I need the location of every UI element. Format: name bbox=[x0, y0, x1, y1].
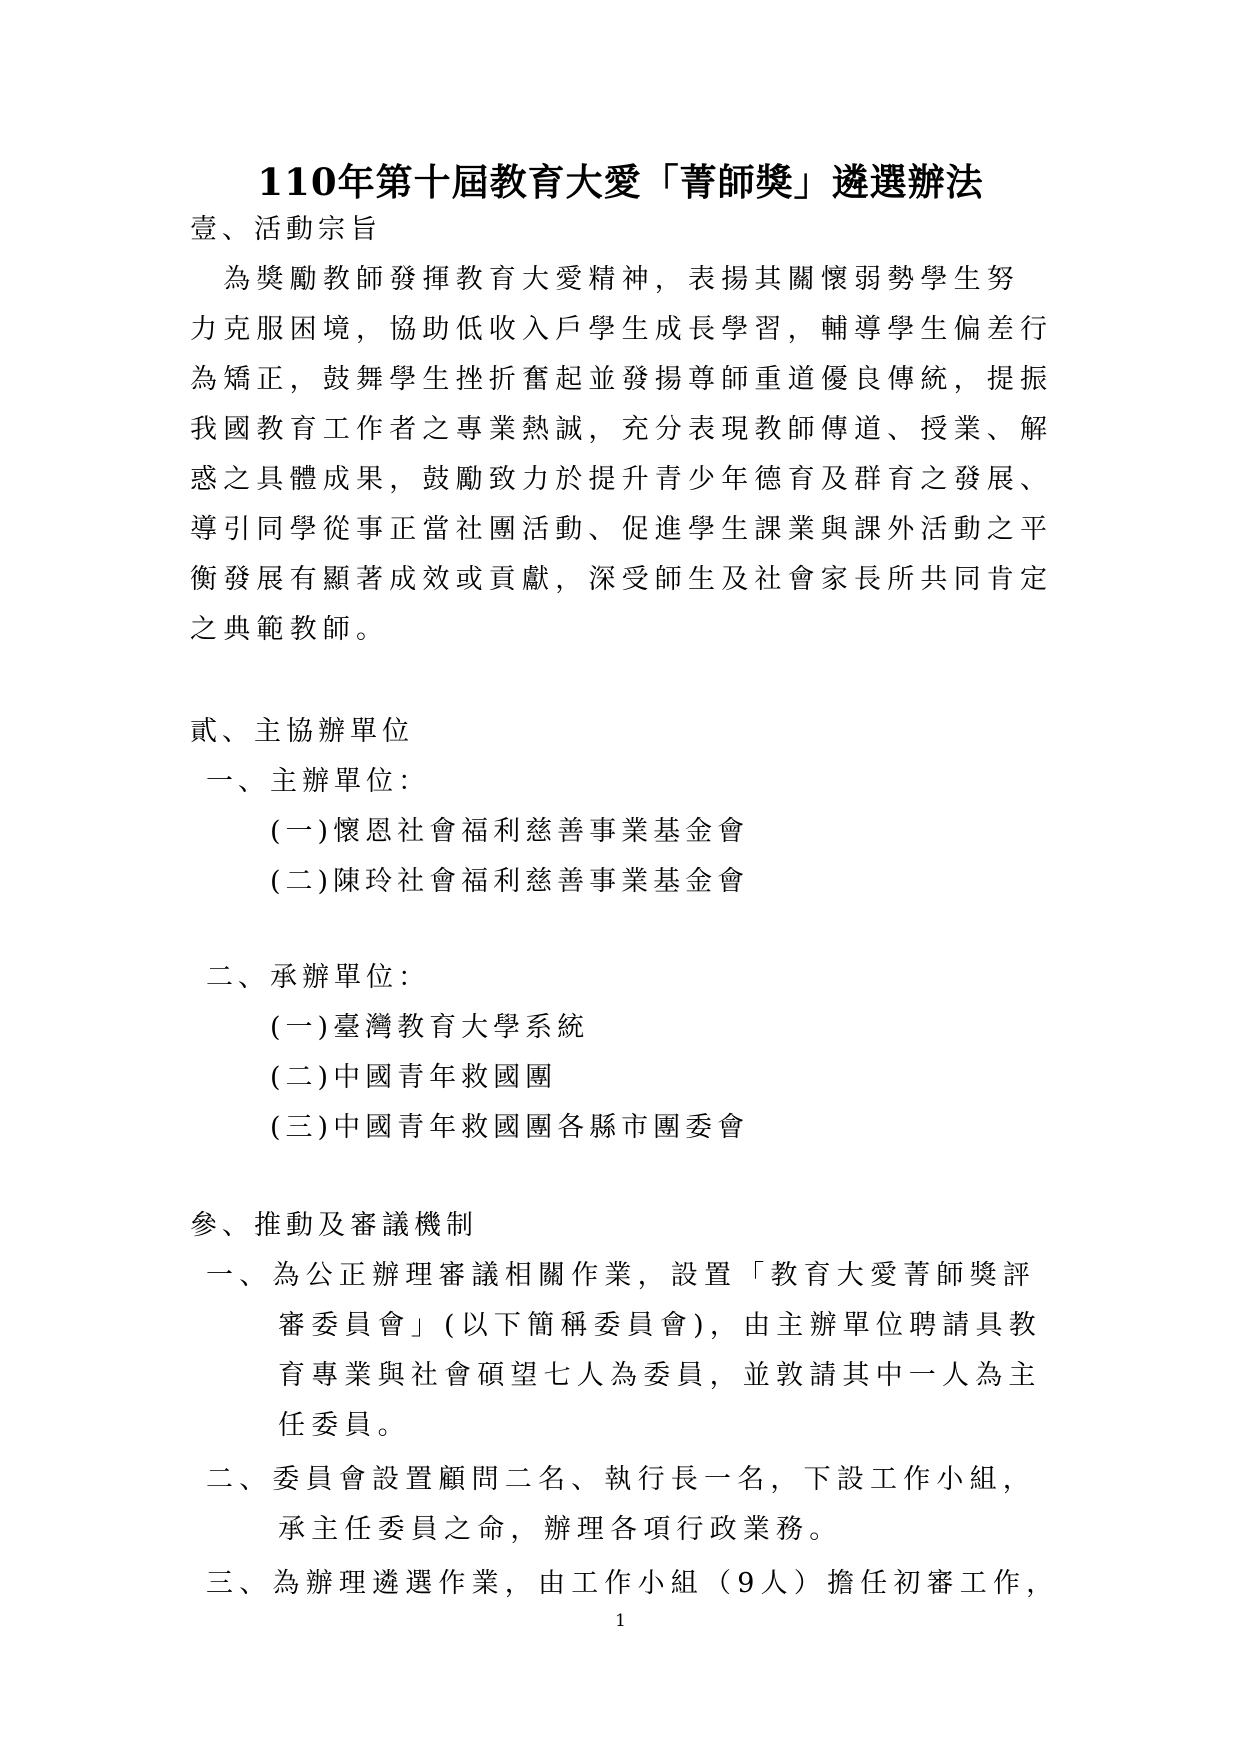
contractor-item: (一)臺灣教育大學系統 bbox=[270, 1012, 590, 1043]
paragraph-line: 之典範教師。 bbox=[190, 614, 390, 645]
section-heading-mechanism: 參、推動及審議機制 bbox=[190, 1210, 478, 1241]
organizer-item: (二)陳玲社會福利慈善事業基金會 bbox=[270, 866, 750, 897]
mechanism-item-line: 審委員會」(以下簡稱委員會)，由主辦單位聘請具教 bbox=[278, 1310, 1042, 1341]
page-number: 1 bbox=[615, 1611, 626, 1631]
paragraph-line: 衡發展有顯著成效或貢獻，深受師生及社會家長所共同肯定 bbox=[190, 564, 1054, 595]
mechanism-item-line: 育專業與社會碩望七人為委員，並敦請其中一人為主 bbox=[278, 1360, 1042, 1391]
document-title: 110年第十屆教育大愛「菁師獎」遴選辦法 bbox=[257, 160, 984, 204]
paragraph-line: 惑之具體成果，鼓勵致力於提升青少年德育及群育之發展、 bbox=[190, 464, 1054, 495]
contractor-item: (二)中國青年救國團 bbox=[270, 1062, 558, 1093]
mechanism-item-line: 任委員。 bbox=[278, 1410, 411, 1441]
paragraph-line: 為矯正，鼓舞學生挫折奮起並發揚尊師重道優良傳統，提振 bbox=[190, 364, 1054, 395]
section-heading-organizers: 貳、主協辦單位 bbox=[190, 716, 414, 747]
mechanism-item-line: 一、為公正辦理審議相關作業，設置「教育大愛菁師獎評 bbox=[206, 1260, 1036, 1291]
mechanism-item-line: 承主任委員之命，辦理各項行政業務。 bbox=[278, 1514, 843, 1545]
section-heading-purpose: 壹、活動宗旨 bbox=[190, 214, 382, 245]
paragraph-line: 為獎勵教師發揮教育大愛精神，表揚其關懷弱勢學生努 bbox=[190, 264, 1020, 295]
mechanism-item-line: 二、委員會設置顧問二名、執行長一名，下設工作小組， bbox=[206, 1464, 1036, 1495]
subheading-organizers: 一、主辦單位： bbox=[206, 766, 430, 797]
paragraph-line: 我國教育工作者之專業熱誠，充分表現教師傳道、授業、解 bbox=[190, 414, 1054, 445]
paragraph-line: 力克服困境，協助低收入戶學生成長學習，輔導學生偏差行 bbox=[190, 314, 1054, 345]
contractor-item: (三)中國青年救國團各縣市團委會 bbox=[270, 1112, 750, 1143]
paragraph-line: 導引同學從事正當社團活動、促進學生課業與課外活動之平 bbox=[190, 514, 1054, 545]
subheading-contractors: 二、承辦單位： bbox=[206, 962, 430, 993]
organizer-item: (一)懷恩社會福利慈善事業基金會 bbox=[270, 816, 750, 847]
mechanism-item-line: 三、為辦理遴選作業，由工作小組（9人）擔任初審工作， bbox=[206, 1568, 1060, 1599]
